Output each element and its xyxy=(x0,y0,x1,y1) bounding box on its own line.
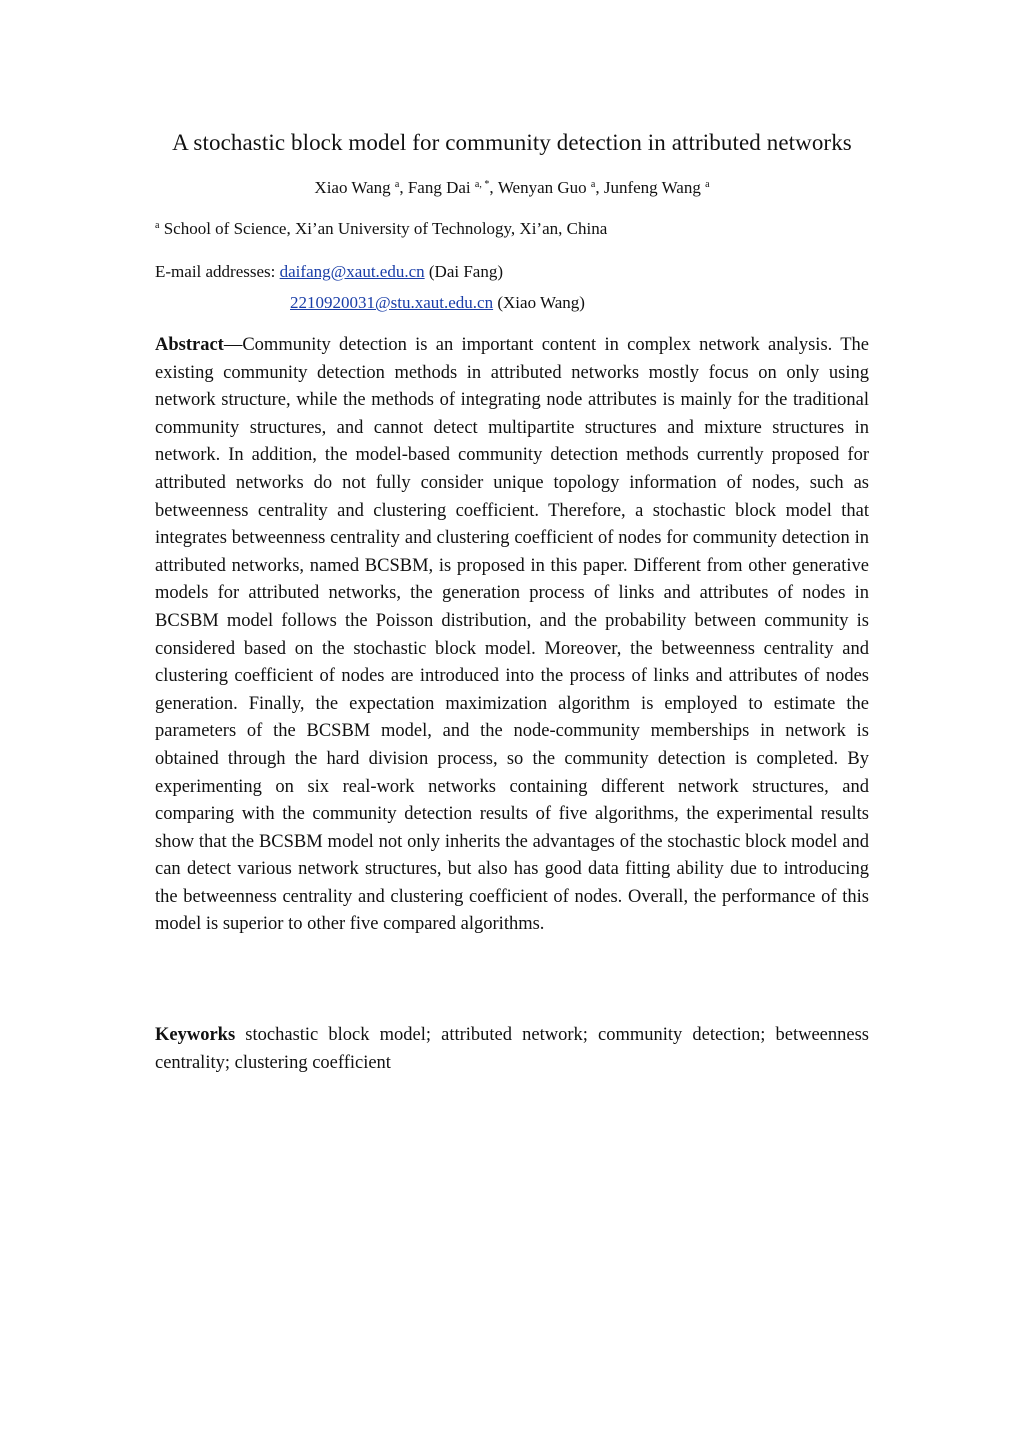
author-name: Xiao Wang xyxy=(314,178,391,197)
abstract-heading: Abstract xyxy=(155,335,224,355)
author-affiliation-marker: a xyxy=(590,179,596,190)
author-separator: , xyxy=(595,178,604,197)
abstract-dash: — xyxy=(223,335,243,355)
paper-title: A stochastic block model for community detection in attributed networks xyxy=(172,130,852,155)
email-owner: (Xiao Wang) xyxy=(493,293,585,312)
author-separator: , xyxy=(399,178,408,197)
author-wenyan-guo xyxy=(498,178,604,197)
author-junfeng-wang xyxy=(604,178,710,197)
abstract-text: Community detection is an important content in complex network analysis. The existing community detection methods in attributed networks mostly focus on only using network structure, while the methods of integrating node attributes is mainly for the traditional community structures, and cannot detect multipartite structures and mixture structures in network. In addition, the model-based community detection methods currently proposed for attributed networks do not fully consider unique topology information of nodes, such as betweenness centrality and clustering coefficient. Therefore, a stochastic block model that integrates betweenness centrality and clustering coefficient of nodes for community detection in attributed networks, named BCSBM, is proposed in this paper. Different from other generative models for attributed networks, the generation process of links and attributes of nodes in BCSBM model follows the Poisson distribution, and the probability between community is considered based on the stochastic block model. Moreover, the betweenness centrality and clustering coefficient of nodes are introduced into the process of links and attributes of nodes generation. Finally, the expectation maximization algorithm is employed to estimate the parameters of the BCSBM model, and the node-community memberships in network is obtained through the hard division process, so the community detection is completed. By experimenting on six real-work networks containing different network structures, and comparing with the community detection results of five algorithms, the experimental results show that the BCSBM model not only inherits the advantages of the stochastic block model and can detect various network structures, but also has good data fitting ability due to introducing the betweenness centrality and clustering coefficient of nodes. Overall, the performance of this model is superior to other five compared algorithms. xyxy=(155,335,869,935)
email-label: E-mail addresses: xyxy=(155,262,280,281)
author-list xyxy=(0,177,1024,199)
keywords xyxy=(155,1022,869,1077)
email-row-xiao-wang xyxy=(290,292,585,314)
author-separator: , xyxy=(489,178,498,197)
abstract xyxy=(155,332,869,939)
email-row-dai-fang xyxy=(155,261,503,283)
author-fang-dai xyxy=(408,178,498,197)
author-affiliation-marker: a xyxy=(394,179,400,190)
author-name: Wenyan Guo xyxy=(497,178,587,197)
author-affiliation-marker: a, * xyxy=(474,179,490,190)
keywords-text: stochastic block model; attributed network; community detection; betweenness centrality; clustering coefficient xyxy=(155,1025,869,1073)
author-affiliation-marker: a xyxy=(705,179,710,190)
email-owner: (Dai Fang) xyxy=(424,262,504,281)
affiliation-marker: a xyxy=(155,220,160,231)
author-xiao-wang xyxy=(314,178,407,197)
author-name: Junfeng Wang xyxy=(603,178,701,197)
author-name: Fang Dai xyxy=(407,178,471,197)
email-link-xiao-wang[interactable]: 2210920031@stu.xaut.edu.cn xyxy=(290,293,494,312)
keywords-heading: Keyworks xyxy=(155,1025,236,1045)
email-link-dai-fang[interactable]: daifang@xaut.edu.cn xyxy=(279,262,425,281)
affiliation-text: School of Science, Xi’an University of Technology, Xi’an, China xyxy=(159,219,608,238)
affiliation xyxy=(155,218,607,240)
